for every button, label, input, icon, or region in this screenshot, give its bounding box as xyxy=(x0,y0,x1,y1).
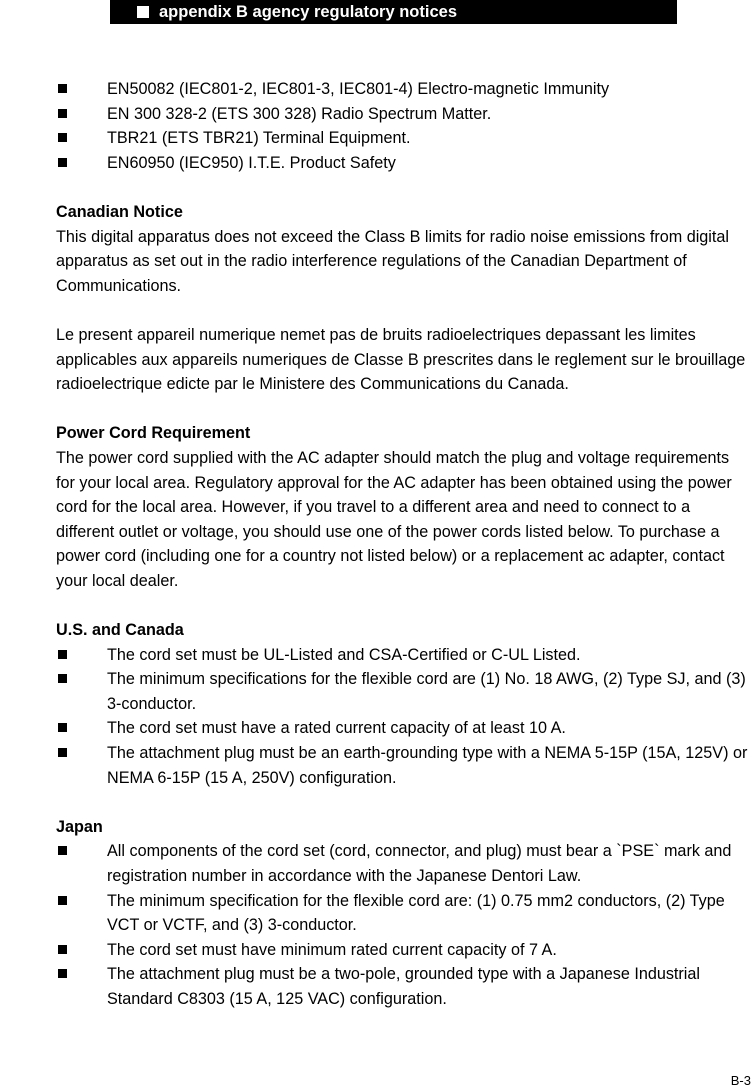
list-item: The cord set must be UL-Listed and CSA-Certified or C-UL Listed. xyxy=(56,643,750,668)
document-body xyxy=(56,77,750,1012)
square-bullet-icon xyxy=(58,723,67,732)
square-bullet-icon xyxy=(58,84,67,93)
canadian-notice-french: Le present appareil numerique nemet pas de bruits radioelectriques depassant les limites applicables aux appareils numeriques de Classe B prescrites dans le reglement sur le brouillage radioelectrique edicte par le Ministere des Communications du Canada. xyxy=(56,325,746,394)
list-item: TBR21 (ETS TBR21) Terminal Equipment. xyxy=(56,126,750,151)
list-item: The cord set must have minimum rated current capacity of 7 A. xyxy=(56,938,750,963)
section-header-bar xyxy=(110,0,677,24)
list-item: EN60950 (IEC950) I.T.E. Product Safety xyxy=(56,151,750,176)
square-bullet-icon xyxy=(58,133,67,142)
square-bullet-icon xyxy=(58,674,67,683)
square-bullet-icon xyxy=(58,846,67,855)
canadian-notice-heading: Canadian Notice xyxy=(56,202,183,221)
square-bullet-icon xyxy=(58,945,67,954)
square-bullet-icon xyxy=(58,896,67,905)
square-bullet-icon xyxy=(58,748,67,757)
square-bullet-icon xyxy=(58,158,67,167)
square-bullet-icon xyxy=(137,6,149,18)
square-bullet-icon xyxy=(58,650,67,659)
canadian-notice-english: This digital apparatus does not exceed the Class B limits for radio noise emissions from digital apparatus as set out in the radio interference regulations of the Canadian Department of Communications. xyxy=(56,227,729,295)
section-title: appendix B agency regulatory notices xyxy=(159,3,457,21)
japan-heading: Japan xyxy=(56,817,103,836)
us-canada-heading: U.S. and Canada xyxy=(56,621,184,640)
square-bullet-icon xyxy=(58,969,67,978)
list-item: The cord set must have a rated current capacity of at least 10 A. xyxy=(56,716,750,741)
list-item: All components of the cord set (cord, connector, and plug) must bear a `PSE` mark and registration number in accordance with the Japanese Dentori Law. xyxy=(56,839,750,888)
japan-list xyxy=(56,839,750,1011)
us-canada-list xyxy=(56,643,750,791)
page-number: B-3 xyxy=(730,1073,751,1088)
power-cord-heading: Power Cord Requirement xyxy=(56,424,251,443)
list-item: The minimum specifications for the flexible cord are (1) No. 18 AWG, (2) Type SJ, and (3) 3-conductor. xyxy=(56,667,750,716)
list-item: The attachment plug must be an earth-grounding type with a NEMA 5-15P (15A, 125V) or NEMA 6-15P (15 A, 250V) configuration. xyxy=(56,741,750,790)
standards-list xyxy=(56,77,750,175)
list-item: EN 300 328-2 (ETS 300 328) Radio Spectrum Matter. xyxy=(56,102,750,127)
square-bullet-icon xyxy=(58,109,67,118)
power-cord-text: The power cord supplied with the AC adapter should match the plug and voltage requirements for your local area. Regulatory approval for the AC adapter has been obtained using the power cord for the local area. However, if you travel to a different area and need to connect to a different outlet or voltage, you should use one of the power cords listed below. To purchase a power cord (including one for a country not listed below) or a replacement ac adapter, contact your local dealer. xyxy=(56,448,732,590)
list-item: EN50082 (IEC801-2, IEC801-3, IEC801-4) Electro-magnetic Immunity xyxy=(56,77,750,102)
list-item: The minimum specification for the flexible cord are: (1) 0.75 mm2 conductors, (2) Type VCT or VCTF, and (3) 3-conductor. xyxy=(56,889,750,938)
list-item: The attachment plug must be a two-pole, grounded type with a Japanese Industrial Standard C8303 (15 A, 125 VAC) configuration. xyxy=(56,962,750,1011)
